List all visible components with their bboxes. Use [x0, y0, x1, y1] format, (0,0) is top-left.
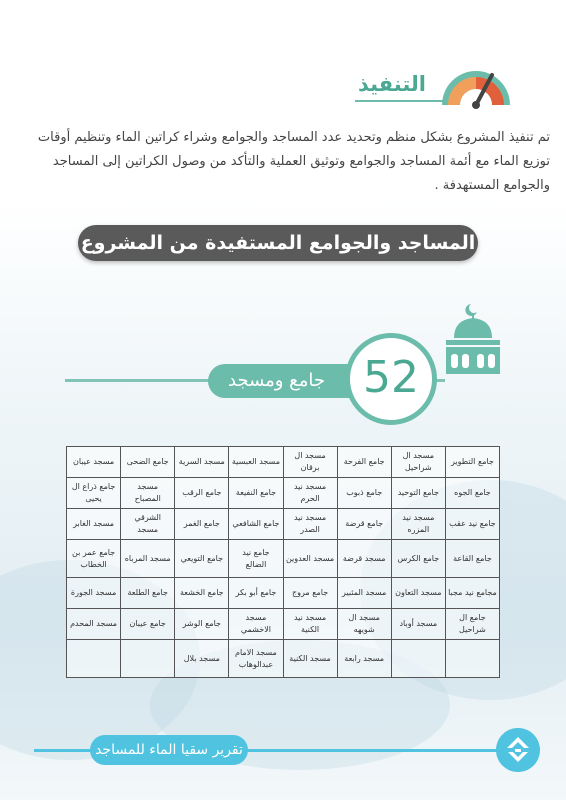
mosque-icon — [444, 302, 502, 374]
table-cell: جامع الجوه — [445, 478, 499, 509]
table-cell: مسجد نيد الحرم — [283, 478, 337, 509]
table-cell: مسجد أوباد — [391, 609, 445, 640]
table-cell: جامع النفيعة — [229, 478, 283, 509]
table-cell: جامع ذراع ال يحيى — [67, 478, 121, 509]
table-row — [67, 640, 500, 678]
table-cell: مسجد نيد الكنية — [283, 609, 337, 640]
table-cell — [445, 640, 499, 678]
table-cell: مسجد المصباح — [121, 478, 175, 509]
table-cell: جامع الخشعة — [175, 578, 229, 609]
table-row — [67, 509, 500, 540]
table-row — [67, 478, 500, 509]
table-cell — [391, 640, 445, 678]
footer-report-title: تقرير سقيا الماء للمساجد — [90, 735, 248, 765]
table-cell: جامع الغمر — [175, 509, 229, 540]
table-cell: جامع القاعة — [445, 540, 499, 578]
table-cell: جامع ال شراحيل — [445, 609, 499, 640]
intro-paragraph: تم تنفيذ المشروع بشكل منظم وتحديد عدد المساجد والجوامع وشراء كراتين الماء وتنظيم أوقات توزيع الماء مع أئمة المساجد والجوامع وتوثيق العملية والتأكد من وصول الكراتين إلى المساجد والجوامع المستهدفة . — [37, 130, 550, 193]
table-cell: مسجد الجورة — [67, 578, 121, 609]
table-cell: مسجد نيد المزره — [391, 509, 445, 540]
table-cell: مسجد ال شويهه — [337, 609, 391, 640]
mosques-table — [66, 446, 500, 678]
table-cell: مسجد الاخشمي — [229, 609, 283, 640]
table-cell: مسجد السرية — [175, 447, 229, 478]
table-cell: مسجد المثبير — [337, 578, 391, 609]
table-cell: مسجد بلال — [175, 640, 229, 678]
table-cell: جامع قرضة — [337, 509, 391, 540]
table-cell: مسجد ال برقان — [283, 447, 337, 478]
table-row — [67, 540, 500, 578]
table-cell: مسجد التعاون — [391, 578, 445, 609]
table-cell: جامع أبو بكر — [229, 578, 283, 609]
table-cell: مسجد ال شراحيل — [391, 447, 445, 478]
count-label: جامع ومسجد — [208, 364, 378, 398]
table-cell: جامع نيد الضالع — [229, 540, 283, 578]
table-cell: الشرقي مسجد — [121, 509, 175, 540]
table-row — [67, 578, 500, 609]
table-cell: جامع الكرس — [391, 540, 445, 578]
table-cell: مسجد عيبان — [67, 447, 121, 478]
table-cell: جامع عمر بن الخطاب — [67, 540, 121, 578]
table-cell: جامع عيبان — [121, 609, 175, 640]
table-cell: جامع الشافعي — [229, 509, 283, 540]
table-cell: مسجد العبسية — [229, 447, 283, 478]
table-cell: جامع الوشر — [175, 609, 229, 640]
table-cell — [67, 640, 121, 678]
beneficiaries-banner: المساجد والجوامع المستفيدة من المشروع — [78, 225, 478, 261]
table-cell: جامع التويعي — [175, 540, 229, 578]
table-cell: جامع الطلعة — [121, 578, 175, 609]
table-cell: مسجد رابعة — [337, 640, 391, 678]
table-row — [67, 447, 500, 478]
table-cell: مسجد نيد الصدر — [283, 509, 337, 540]
table-cell: جامع التطوير — [445, 447, 499, 478]
table-cell: جامع التوحيد — [391, 478, 445, 509]
count-number: 52 — [345, 333, 437, 425]
table-cell: مسجد المحدم — [67, 609, 121, 640]
table-cell: جامع الرقب — [175, 478, 229, 509]
table-cell: مسجد قرضة — [337, 540, 391, 578]
table-cell: مسجد الغابر — [67, 509, 121, 540]
gauge-icon — [436, 55, 516, 110]
table-cell: مسجد المرباه — [121, 540, 175, 578]
table-cell — [121, 640, 175, 678]
table-cell: جامع ذبوب — [337, 478, 391, 509]
table-cell: مسجد الكنية — [283, 640, 337, 678]
organization-logo — [496, 728, 540, 772]
table-cell: جامع نيد عقب — [445, 509, 499, 540]
table-cell: جامع مروج — [283, 578, 337, 609]
table-cell: مجامع نيد مجبا — [445, 578, 499, 609]
table-cell: جامع الضحى — [121, 447, 175, 478]
title-underline — [355, 100, 445, 102]
table-cell: مسجد العدوين — [283, 540, 337, 578]
table-cell: جامع الفرحة — [337, 447, 391, 478]
table-row — [67, 609, 500, 640]
section-title: التنفيذ — [357, 72, 426, 96]
table-cell: مسجد الامام عبدالوهاب — [229, 640, 283, 678]
